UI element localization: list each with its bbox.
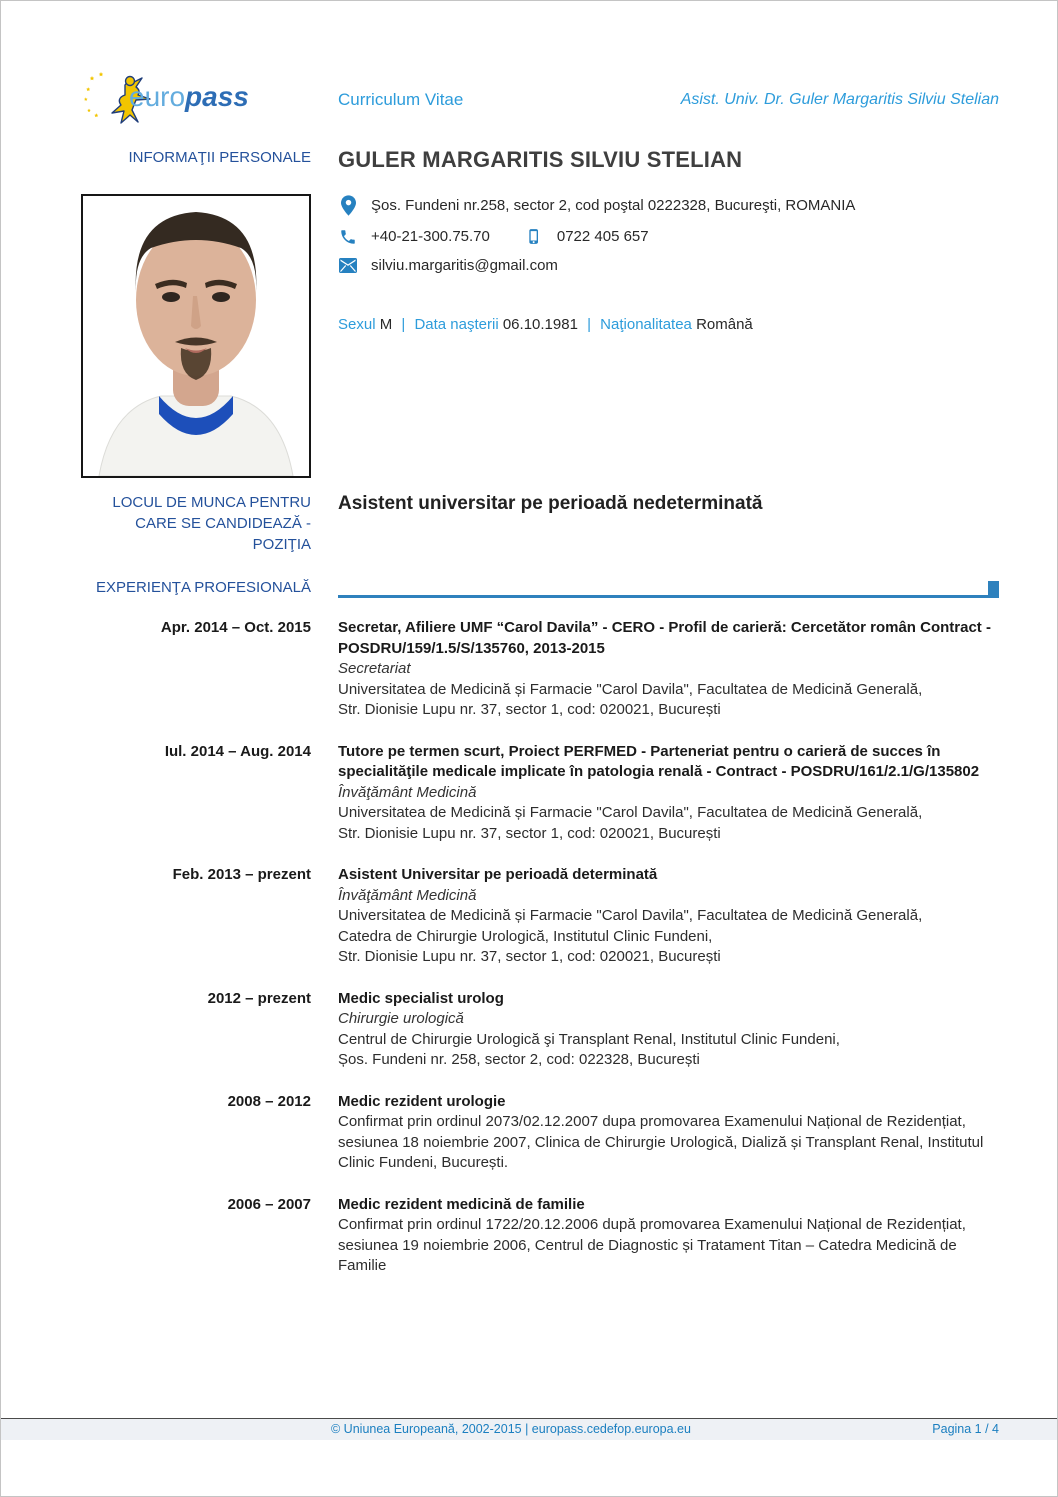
demographics-row [338,316,999,333]
footer-copyright: © Uniunea Europeană, 2002-2015 | europass.cedefop.europa.eu [331,1422,691,1436]
person-full-name: GULER MARGARITIS SILVIU STELIAN [338,147,743,172]
entry-title: Tutore pe termen scurt, Proiect PERFMED - Parteneriat pentru o carieră de succes în specialităţile medicale implicate în patologia renală - Contract - POSDRU/161/2.1/G/135802 [338,742,980,780]
entry-title: Asistent Universitar pe perioadă determinată [338,866,658,883]
separator: | [401,316,406,333]
entry-date: 2008 – 2012 [227,1092,311,1110]
page-header [81,69,999,131]
experience-section-header [81,577,999,598]
contact-block [338,195,999,274]
location-pin-icon [338,195,358,216]
entry-title: Secretar, Afiliere UMF “Carol Davila” - CERO - Profil de carieră: Cercetător român Contract - POSDRU/159/1.5/S/135760, 2013-2015 [338,619,991,657]
address-row [338,195,999,216]
position-section [81,492,999,555]
position-label-line: CARE SE CANDIDEAZĂ - [135,515,311,532]
experience-entry [81,1195,999,1277]
experience-section-label: EXPERIENŢA PROFESIONALĂ [95,579,311,596]
entry-body-line: Universitatea de Medicină și Farmacie "Carol Davila", Facultatea de Medicină Generală, [338,907,923,924]
entry-date: Apr. 2014 – Oct. 2015 [160,619,311,636]
birthdate-label: Data naşterii [414,316,499,333]
footer-page-number: Pagina 1 / 4 [932,1422,999,1436]
entry-date: Iul. 2014 – Aug. 2014 [164,742,311,760]
document-type-title: Curriculum Vitae [338,90,464,109]
experience-entry [81,865,999,968]
entry-body-line: Confirmat prin ordinul 1722/20.12.2006 după promovarea Examenului Național de Rezidențiat, sesiunea 19 noiembrie 2006, Centrul de Diagnostic și Tratament Titan – Catedra Medicină de Familie [338,1216,966,1274]
personal-section-label: INFORMAŢII PERSONALE [128,149,311,166]
entry-body-line: Catedra de Chirurgie Urologică, Institutul Clinic Fundeni, [338,927,713,945]
sex-value: M [379,316,393,333]
phone-row [338,227,999,246]
europass-logo [81,71,311,129]
logo-pass-text: pass [185,81,249,112]
experience-entry [81,742,999,845]
page-footer [1,1418,1057,1440]
mobile-phone-icon [524,227,544,246]
experience-entries [81,618,999,1298]
position-section-label [81,492,311,555]
experience-entry [81,618,999,721]
email-icon [338,258,358,273]
entry-title: Medic specialist urolog [338,989,504,1007]
nationality-value: Română [696,316,753,333]
phone-icon [338,228,358,246]
portrait-photo-image [83,196,309,476]
section-rule [338,581,999,598]
position-title: Asistent universitar pe perioadă nedeterminată [338,493,763,514]
entry-body-line: Str. Dionisie Lupu nr. 37, sector 1, cod: 020021, București [338,824,721,842]
nationality-label: Naţionalitatea [600,316,692,333]
entry-subtitle: Învăţământ Medicină [338,886,477,904]
entry-body-line: Șos. Fundeni nr. 258, sector 2, cod: 022328, București [338,1051,700,1068]
entry-body-line: Centrul de Chirurgie Urologică şi Transplant Renal, Institutul Clinic Fundeni, [338,1030,840,1048]
sex-label: Sexul [338,316,376,333]
email-row [338,257,999,274]
address-text: Şos. Fundeni nr.258, sector 2, cod poştal 0222328, Bucureşti, ROMANIA [371,197,856,214]
birthdate-value: 06.10.1981 [502,316,578,333]
logo-euro-text: euro [129,81,186,112]
header-owner-name: Asist. Univ. Dr. Guler Margaritis Silviu Stelian [680,91,999,108]
email-address: silviu.margaritis@gmail.com [371,257,558,274]
entry-body-line: Universitatea de Medicină și Farmacie "Carol Davila", Facultatea de Medicină Generală, [338,680,923,698]
phone-number: +40-21-300.75.70 [371,228,490,245]
entry-date: 2012 – prezent [207,989,311,1007]
entry-title: Medic rezident medicină de familie [338,1195,585,1213]
experience-entry [81,989,999,1071]
portrait-photo [81,194,311,478]
entry-body-line: Confirmat prin ordinul 2073/02.12.2007 dupa promovarea Examenului Național de Rezidențiat, sesiunea 18 noiembrie 2007, Clinica de Chirurgie Urologică, Dializă și Transplant Renal, Institutul Clinic Fundeni, București. [338,1113,984,1171]
separator: | [587,316,591,333]
position-label-line: LOCUL DE MUNCA PENTRU [112,494,311,511]
entry-date: 2006 – 2007 [227,1195,311,1213]
entry-title: Medic rezident urologie [338,1092,506,1110]
personal-info-section [81,147,999,478]
europass-logo-text [129,83,249,111]
entry-subtitle: Secretariat [338,660,411,677]
experience-entry [81,1092,999,1174]
footer-spacer [1,1440,1057,1496]
entry-body-line: Str. Dionisie Lupu nr. 37, sector 1, cod: 020021, București [338,701,721,718]
position-label-line: POZIŢIA [252,536,311,553]
entry-body-line: Universitatea de Medicină și Farmacie "Carol Davila", Facultatea de Medicină Generală, [338,804,923,821]
mobile-number: 0722 405 657 [556,228,649,245]
page-content [1,1,1057,1298]
entry-date: Feb. 2013 – prezent [172,866,311,883]
entry-subtitle: Învăţământ Medicină [338,783,477,801]
entry-subtitle: Chirurgie urologică [338,1010,464,1027]
entry-body-line: Str. Dionisie Lupu nr. 37, sector 1, cod: 020021, București [338,948,721,965]
